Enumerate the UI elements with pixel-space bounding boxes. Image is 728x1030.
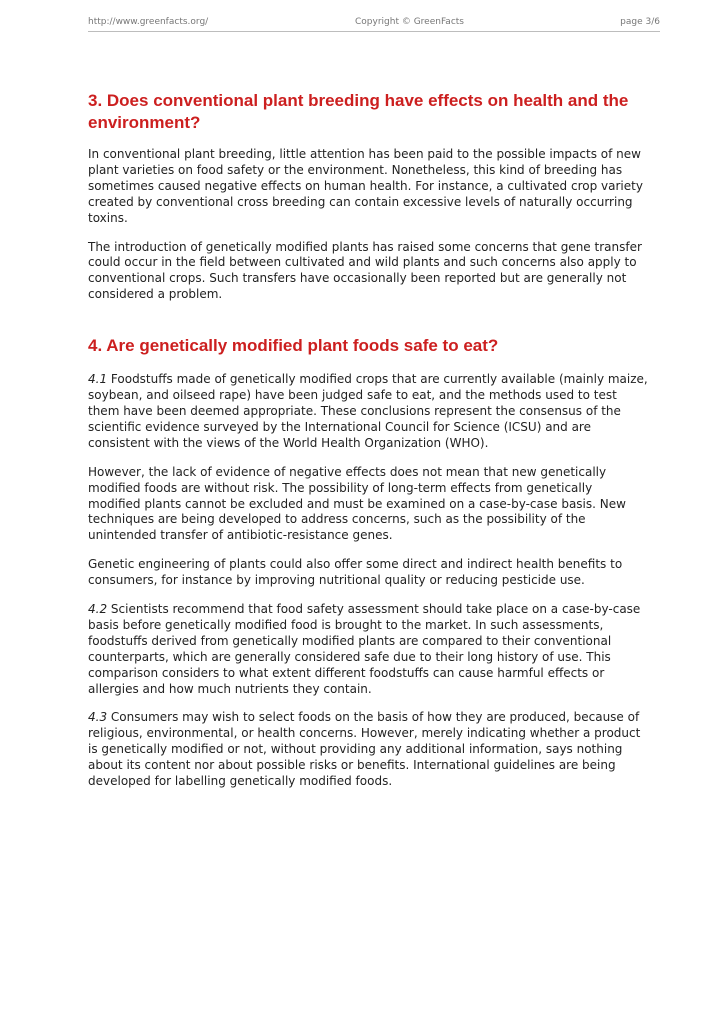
paragraph-text: Scientists recommend that food safety assessment should take place on a case-by-case basis before genetically modified food is brought to the market. In such assessments, foodstuffs derived from genetically modified plants are compared to their conventional counterparts, which are generally considered safe due to their long history of use. This comparison considers to what extent different foodstuffs can cause harmful effects or allergies and how much nutrients they contain. bbox=[88, 602, 641, 696]
section-3-paragraph-1: In conventional plant breeding, little attention has been paid to the possible impacts of new plant varieties on food safety or the environment. Nonetheless, this kind of breeding has sometimes caused negative effects on human health. For instance, a cultivated crop variety created by conventional cross breeding can contain excessive levels of naturally occurring toxins. bbox=[88, 147, 643, 225]
page-header bbox=[88, 14, 660, 32]
section-4-paragraph-4-3 bbox=[88, 710, 648, 790]
section-3-paragraph-2: The introduction of genetically modified plants has raised some concerns that gene transfer could occur in the field between cultivated and wild plants and such concerns also apply to conventional crops. Such transfers have occasionally been reported but are generally not considered a problem. bbox=[88, 239, 642, 302]
header-url: http://www.greenfacts.org/ bbox=[88, 17, 209, 27]
paragraph-number: 4.2 bbox=[88, 602, 108, 617]
section-4-paragraph-3: Genetic engineering of plants could also offer some direct and indirect health benefits to consumers, for instance by improving nutritional quality or reducing pesticide use. bbox=[88, 557, 623, 588]
paragraph-number: 4.1 bbox=[88, 372, 108, 387]
header-copyright: Copyright © GreenFacts bbox=[355, 17, 464, 27]
document-body bbox=[88, 90, 648, 803]
section-4-title: 4. Are genetically modified plant foods safe to eat? bbox=[88, 336, 499, 356]
paragraph-text: Foodstuffs made of genetically modified crops that are currently available (mainly maize, soybean, and oilseed rape) have been judged safe to eat, and the methods used to test them have been deemed appropriate. These conclusions represent the consensus of the scientific evidence surveyed by the International Council for Science (ICSU) and are consistent with the views of the World Health Organization (WHO). bbox=[88, 372, 648, 450]
section-3-title: 3. Does conventional plant breeding have effects on health and the environment? bbox=[88, 91, 629, 132]
paragraph-number: 4.3 bbox=[88, 710, 108, 725]
section-4-paragraph-4-1 bbox=[88, 372, 648, 452]
header-page-number: page 3/6 bbox=[620, 17, 660, 27]
paragraph-text: Consumers may wish to select foods on the basis of how they are produced, because of religious, environmental, or health concerns. However, merely indicating whether a product is genetically modified or not, without providing any additional information, says nothing about its content nor about possible risks or benefits. International guidelines are being developed for labelling genetically modified foods. bbox=[88, 710, 641, 789]
section-4-paragraph-4-2 bbox=[88, 602, 648, 697]
section-4-paragraph-2: However, the lack of evidence of negative effects does not mean that new genetically modified foods are without risk. The possibility of long-term effects from genetically modified plants cannot be excluded and must be examined on a case-by-case basis. New techniques are being developed to address concerns, such as the possibility of the unintended transfer of antibiotic-resistance genes. bbox=[88, 464, 626, 543]
